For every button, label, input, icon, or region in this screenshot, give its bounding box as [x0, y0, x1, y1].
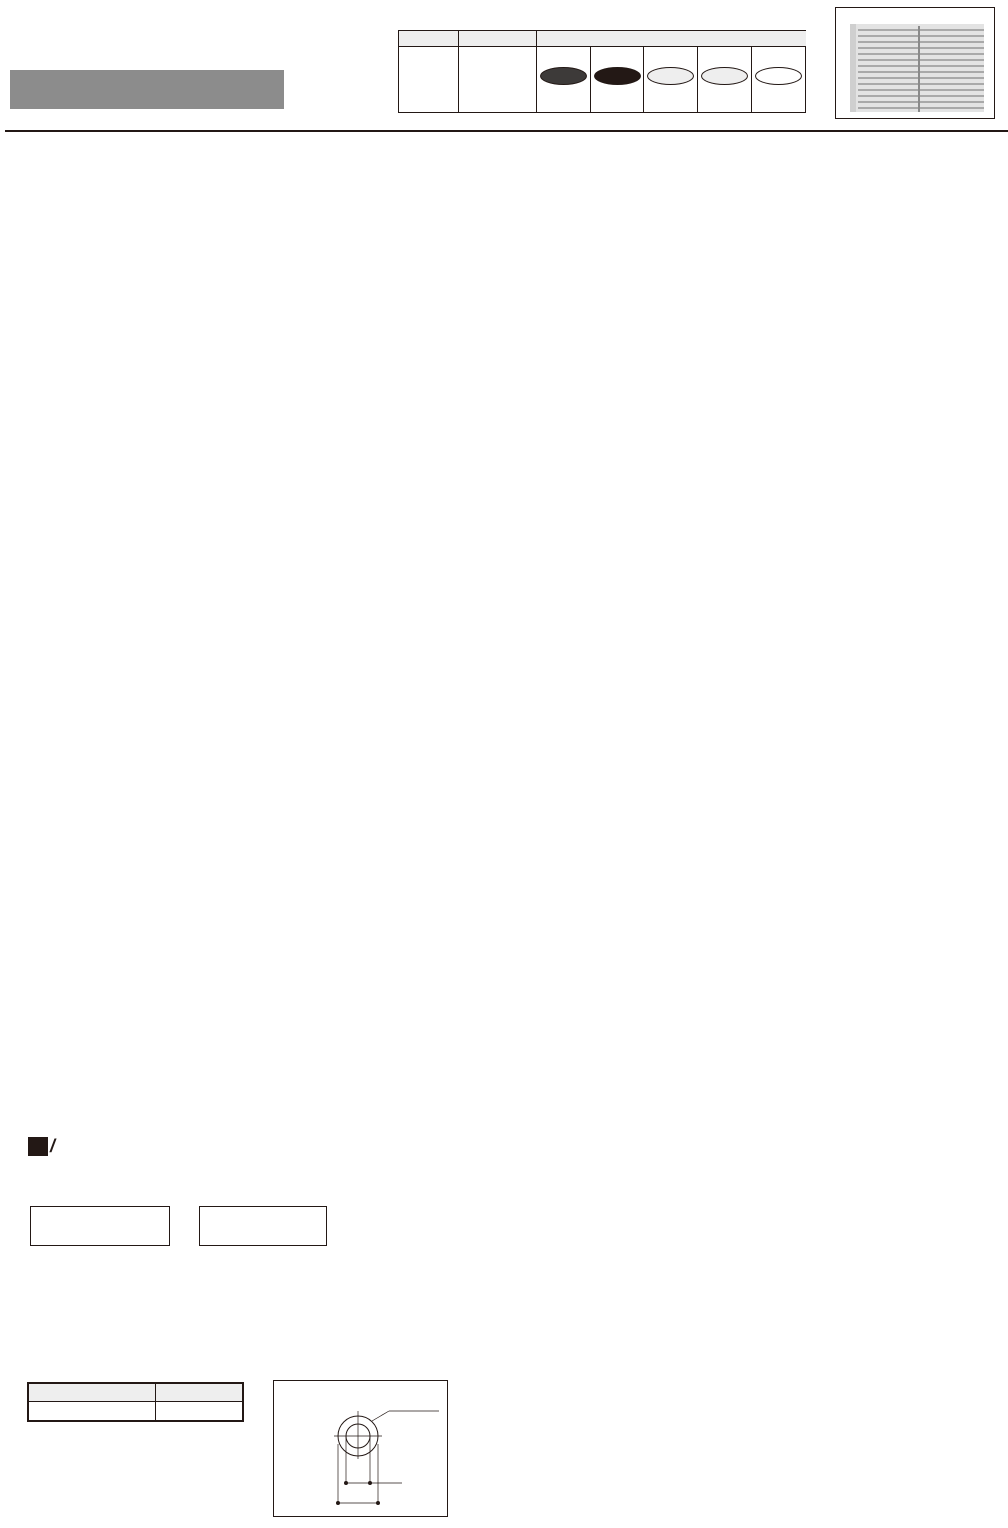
color-chip-b7: [594, 67, 641, 85]
color-chip-s1: [701, 67, 748, 85]
combo-bracket-box: [199, 1206, 327, 1246]
note-slash-icon: /: [50, 1136, 56, 1156]
note-badge: [28, 1137, 48, 1156]
parts-diagram: [273, 1380, 448, 1517]
parts-header-ys: [156, 1384, 242, 1402]
header-divider: [5, 130, 1008, 132]
parts-header-code: [29, 1384, 156, 1402]
parts-code: [29, 1402, 156, 1420]
color-chip-b1: [540, 67, 587, 85]
spec-table: [398, 30, 806, 113]
color-header: [536, 31, 806, 47]
color-chip-yw: [755, 67, 802, 85]
combo-body-box: [30, 1206, 170, 1246]
parts-table: [27, 1382, 244, 1422]
color-chip-h2: [647, 67, 694, 85]
product-photo: [835, 7, 995, 119]
material-header: [458, 31, 536, 47]
page-subtitle: [10, 70, 284, 109]
spec-row-label: [399, 47, 458, 113]
louver-photo-icon: [836, 8, 994, 118]
parts-price: [156, 1402, 242, 1420]
material-value: [458, 47, 536, 113]
pipe-section-icon: [274, 1381, 449, 1518]
price-table: [26, 173, 982, 1084]
